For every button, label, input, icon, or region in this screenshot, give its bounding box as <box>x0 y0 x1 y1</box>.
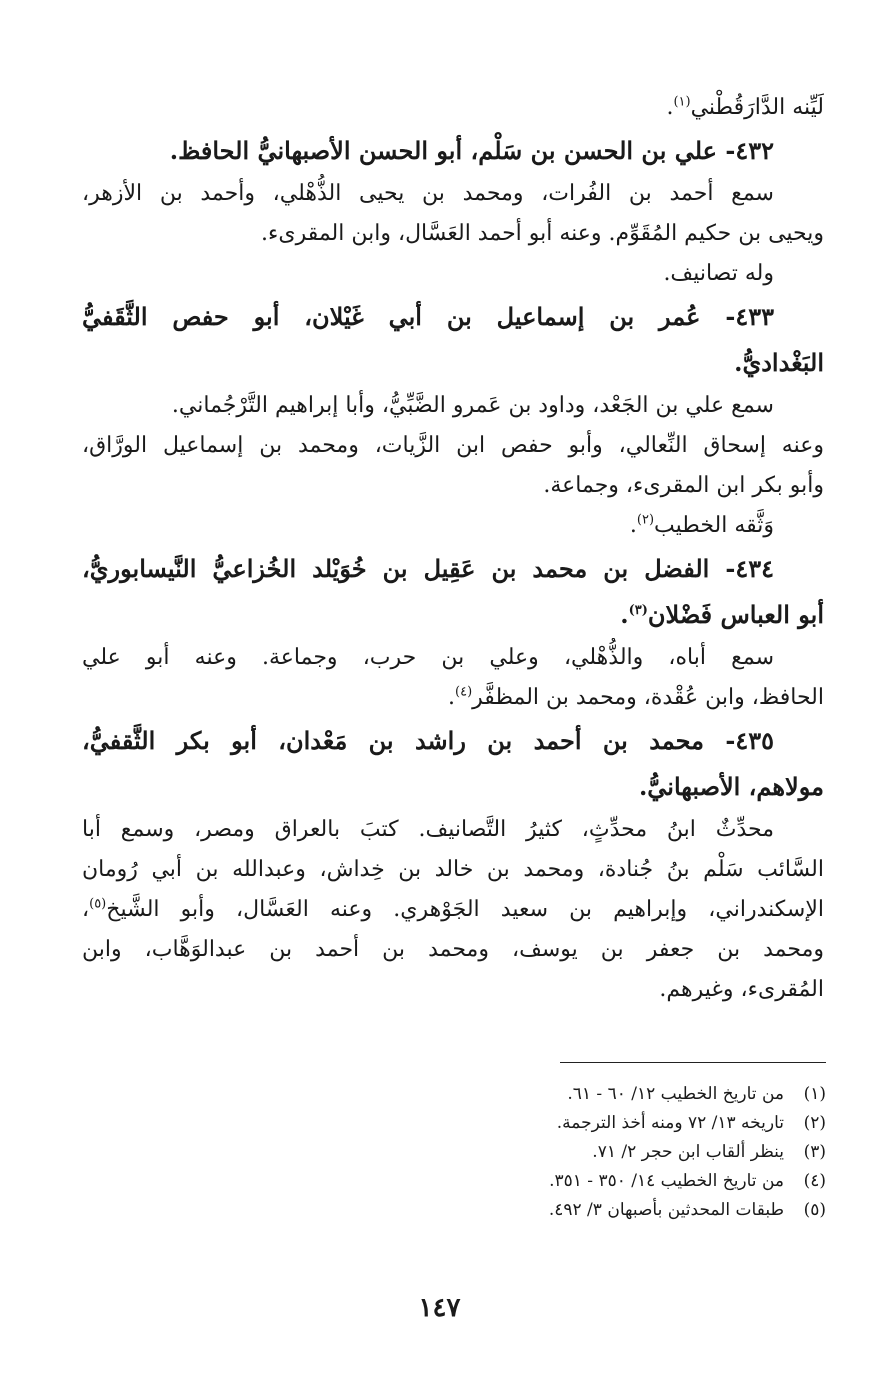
footnote-separator <box>560 1062 826 1063</box>
footnote-5 <box>300 1196 826 1225</box>
text-line: ويحيى بن حكيم المُقَوِّم. وعنه أبو أحمد العَسَّال، وابن المقرىء. <box>261 221 824 246</box>
entry-heading-432: ٤٣٢- علي بن الحسن بن سَلْم، أبو الحسن الأصبهانيُّ الحافظ. <box>169 136 774 165</box>
text-span: وَثَّقه الخطيب <box>654 513 774 538</box>
footnote-number: (٤) <box>803 1171 826 1191</box>
text-line: وأبو بكر ابن المقرىء، وجماعة. <box>543 473 824 498</box>
text-line: سمع أحمد بن الفُرات، ومحمد بن يحيى الذُّهْلي، وأحمد بن الأزهر، <box>82 181 774 206</box>
footnote-text: طبقات المحدثين بأصبهان ٣/ ٤٩٢. <box>548 1200 784 1220</box>
footnote-ref: (٥) <box>89 896 107 912</box>
text-line: سمع علي بن الجَعْد، وداود بن عَمرو الضَّبِّيُّ، وأبا إبراهيم التَّرْجُماني. <box>171 393 774 418</box>
footnotes <box>300 1080 826 1225</box>
page-number: ١٤٧ <box>418 1293 461 1323</box>
entry-heading-434: ٤٣٤- الفضل بن محمد بن عَقِيل بن خُوَيْلد الخُزاعيُّ النَّيسابوريُّ، <box>82 554 774 583</box>
text-span: الحافظ، وابن عُقْدة، ومحمد بن المظفَّر <box>472 685 824 710</box>
footnote-2 <box>300 1109 826 1138</box>
text-line: وعنه إسحاق النِّعالي، وأبو حفص ابن الزَّيات، ومحمد بن إسماعيل الورَّاق، <box>82 433 824 458</box>
text-span: الإسكندراني، وإبراهيم بن سعيد الجَوْهري. وعنه العَسَّال، وأبو الشَّيخ <box>106 897 824 922</box>
text-line: سمع أباه، والذُّهْلي، وعلي بن حرب، وجماعة. وعنه أبو علي <box>82 645 774 670</box>
footnote-number: (٢) <box>803 1113 826 1133</box>
footnote-4 <box>300 1167 826 1196</box>
footnote-text: من تاريخ الخطيب ١٢/ ٦٠ - ٦١. <box>567 1084 784 1104</box>
text-line: لَيِّنه الدَّارَقُطْني$^{(١)}$. <box>666 94 824 120</box>
footnote-text: تاريخه ١٣/ ٧٢ ومنه أخذ الترجمة. <box>556 1113 784 1133</box>
footnote-text: ينظر ألقاب ابن حجر ٢/ ٧١. <box>592 1142 784 1162</box>
footnote-3 <box>300 1138 826 1167</box>
entry-heading-434-cont: أبو العباس فَضْلان$^{(٣)}$. <box>620 600 824 629</box>
footnote-number: (٣) <box>803 1142 826 1162</box>
footnote-ref: (٢) <box>636 512 655 528</box>
entry-heading-435-cont: مولاهم، الأصبهانيُّ. <box>638 772 824 801</box>
text-line: المُقرىء، وغيرهم. <box>659 977 824 1002</box>
text-line: الحافظ، وابن عُقْدة، ومحمد بن المظفَّر$^{(٤)}$. <box>448 684 824 710</box>
entry-heading-435: ٤٣٥- محمد بن أحمد بن راشد بن مَعْدان، أبو بكر الثَّقفيُّ، <box>82 726 774 755</box>
entry-heading-433: ٤٣٣- عُمر بن إسماعيل بن أبي غَيْلان، أبو حفص الثَّقَفيُّ <box>82 302 774 331</box>
entry-heading-433-cont: البَغْداديُّ. <box>734 348 824 377</box>
footnote-number: (٥) <box>803 1200 826 1220</box>
main-text <box>82 88 824 1010</box>
text-line: وَثَّقه الخطيب$^{(٢)}$. <box>629 512 774 538</box>
text-span: أبو العباس فَضْلان <box>647 600 824 629</box>
text-line: محدِّثٌ ابنُ محدِّثٍ، كثيرُ التَّصانيف. كتبَ بالعراق ومصر، وسمع أبا <box>82 817 774 842</box>
footnote-ref: (١) <box>673 94 691 110</box>
footnote-ref: (٤) <box>455 684 473 700</box>
footnote-text: من تاريخ الخطيب ١٤/ ٣٥٠ - ٣٥١. <box>549 1171 784 1191</box>
footnote-1 <box>300 1080 826 1109</box>
text-line: وله تصانيف. <box>663 261 774 286</box>
text-line: السَّائب سَلْم بنُ جُنادة، ومحمد بن خالد بن خِداش، وعبدالله بن أبي رُومان <box>82 857 824 882</box>
text-line: ومحمد بن جعفر بن يوسف، ومحمد بن أحمد بن عبدالوَهَّاب، وابن <box>82 937 824 962</box>
text-line: الإسكندراني، وإبراهيم بن سعيد الجَوْهري. وعنه العَسَّال، وأبو الشَّيخ$^{(٥)}$، <box>82 896 824 922</box>
footnote-number: (١) <box>803 1084 826 1104</box>
footnote-ref: (٣) <box>628 603 648 618</box>
text-span: لَيِّنه الدَّارَقُطْني <box>690 95 824 120</box>
